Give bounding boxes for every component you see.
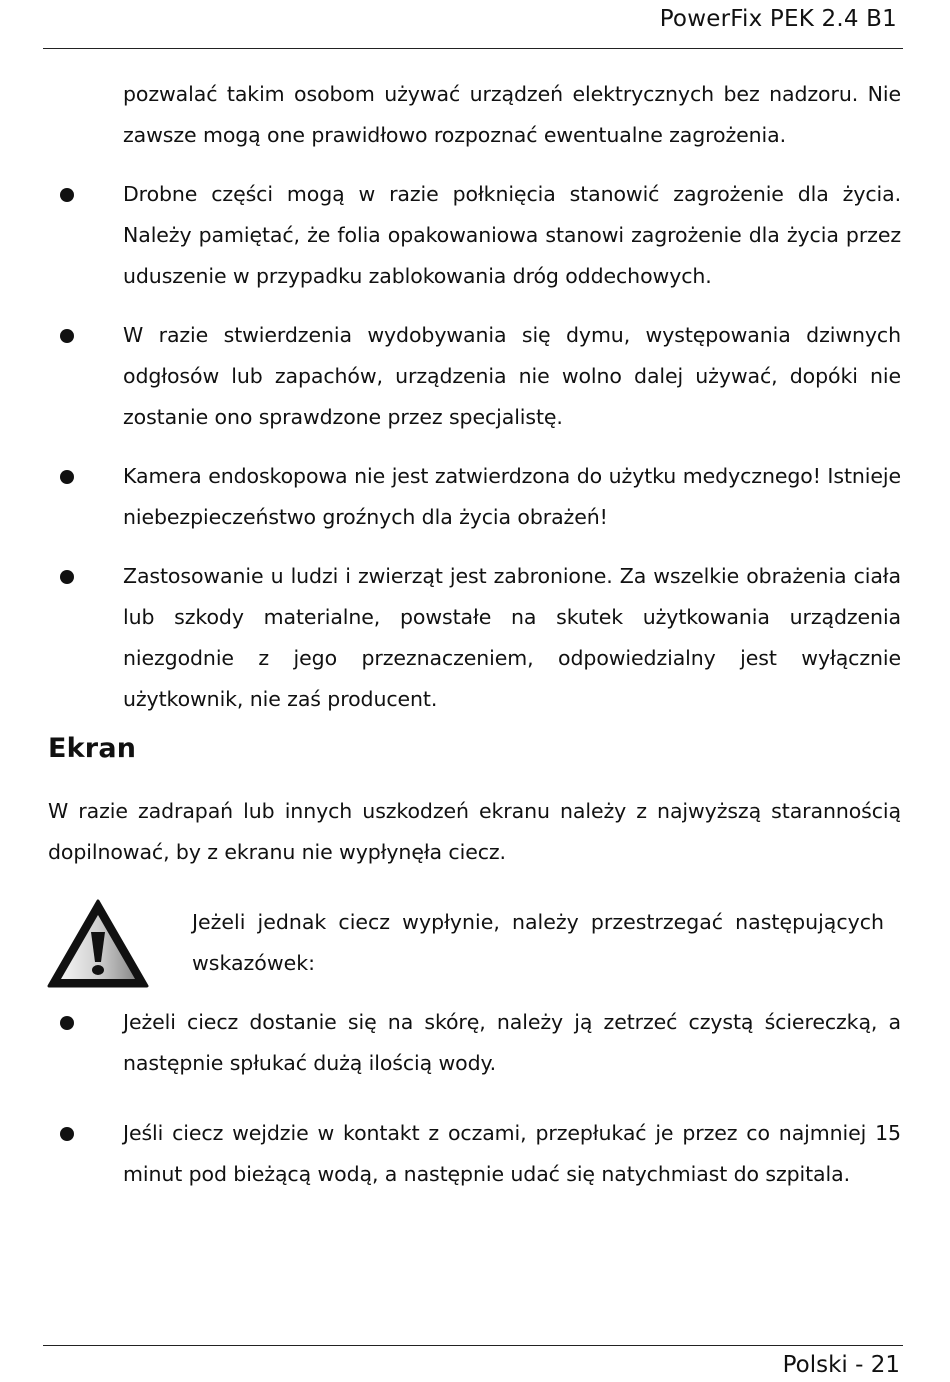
list-item: Jeśli ciecz wejdzie w kontakt z oczami, przepłukać je przez co najmniej 15 minut pod bieżącą wodą, a następnie udać się natychmiast do szpitala. [123, 1121, 901, 1186]
section-paragraph: W razie zadrapań lub innych uszkodzeń ekranu należy z najwyższą starannością dopilnować, by z ekranu nie wypłynęła ciecz. [48, 799, 901, 864]
list-item: Kamera endoskopowa nie jest zatwierdzona do użytku medycznego! Istnieje niebezpieczeństwo groźnych dla życia obrażeń! [123, 464, 901, 529]
list-item: Zastosowanie u ludzi i zwierząt jest zabronione. Za wszelkie obrażenia ciała lub szkody materialne, powstałe na skutek użytkowania urządzenia niezgodnie z jego przeznaczeniem, odpowiedzialny jest wyłącznie użytkownik, nie zaś producent. [123, 564, 901, 711]
bullet-dot-icon [60, 329, 74, 343]
page-footer: Polski - 21 [782, 1352, 900, 1378]
bullet-dot-icon [60, 470, 74, 484]
bullet-dot-icon [60, 570, 74, 584]
list-item: W razie stwierdzenia wydobywania się dymu, występowania dziwnych odgłosów lub zapachów, urządzenia nie wolno dalej używać, dopóki nie zostanie ono sprawdzone przez specjalistę. [123, 323, 901, 429]
list-item: Drobne części mogą w razie połknięcia stanowić zagrożenie dla życia. Należy pamiętać, że folia opakowaniowa stanowi zagrożenie dla życia przez uduszenie w przypadku zablokowania dróg oddechowych. [123, 182, 901, 288]
warning-text: Jeżeli jednak ciecz wypłynie, należy przestrzegać następujących wskazówek: [192, 910, 884, 975]
list-item: Jeżeli ciecz dostanie się na skórę, należy ją zetrzeć czystą ściereczką, a następnie spłukać dużą ilością wody. [123, 1010, 901, 1075]
continuation-paragraph: pozwalać takim osobom używać urządzeń elektrycznych bez nadzoru. Nie zawsze mogą one prawidłowo rozpoznać ewentualne zagrożenia. [123, 82, 901, 147]
bullet-dot-icon [60, 188, 74, 202]
footer-rule [43, 1345, 903, 1346]
warning-triangle-icon [46, 898, 150, 990]
bullet-dot-icon [60, 1016, 74, 1030]
header-title: PowerFix PEK 2.4 B1 [659, 6, 897, 32]
header-rule [43, 48, 903, 49]
section-heading: Ekran [48, 733, 137, 764]
bullet-dot-icon [60, 1127, 74, 1141]
